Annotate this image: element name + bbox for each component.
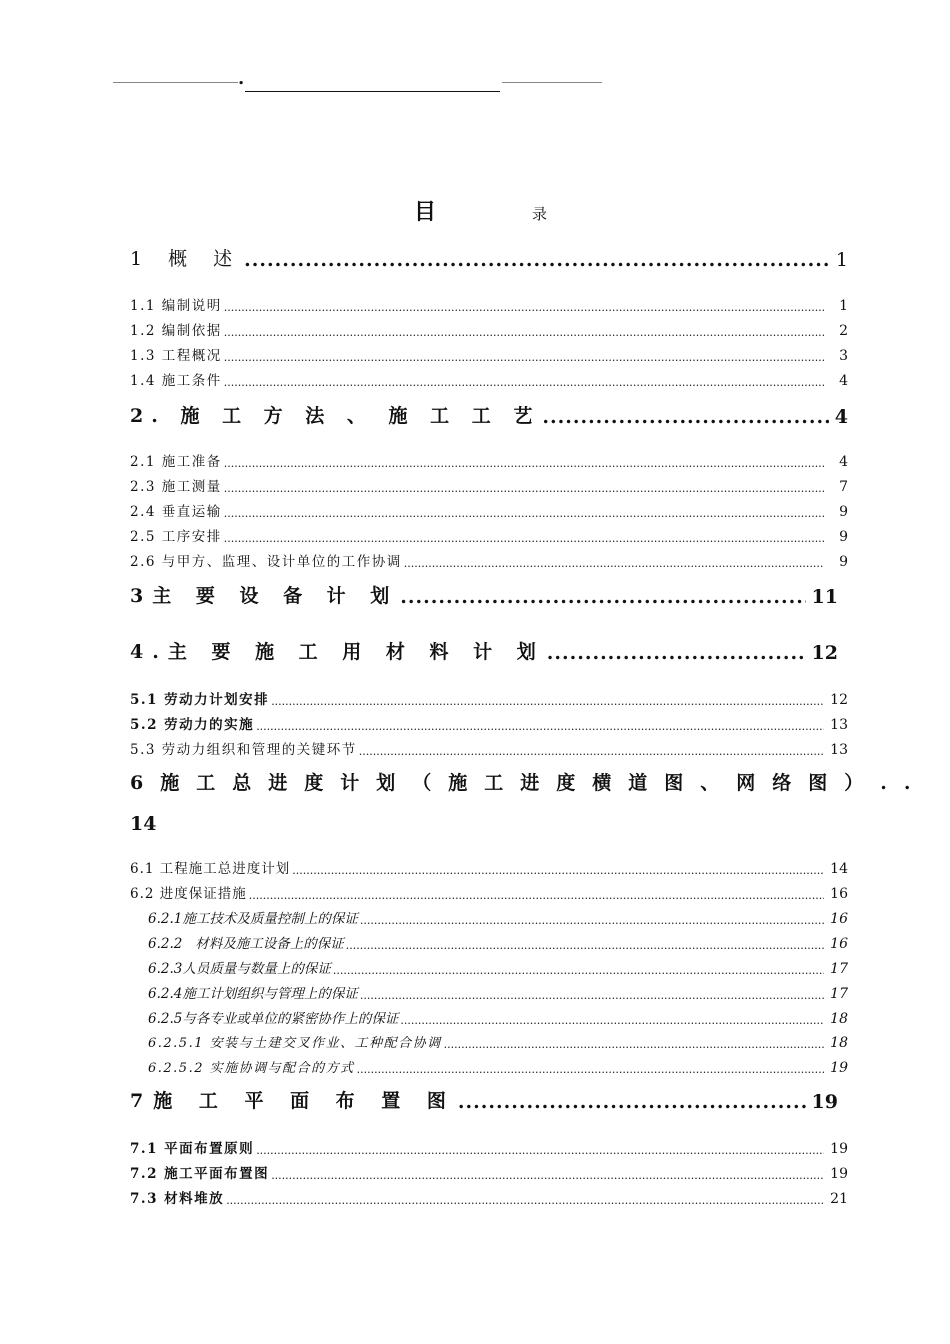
toc-label: 6.2.5.1 安装与土建交叉作业、工种配合协调 bbox=[148, 1036, 442, 1051]
toc-entry-1-1[interactable] bbox=[130, 294, 848, 314]
toc-label: 1.2 编制依据 bbox=[130, 323, 222, 339]
toc-label: 1.4 施工条件 bbox=[130, 373, 222, 389]
toc-label: 6.2.1施工技术及质量控制上的保证 bbox=[148, 911, 358, 927]
toc-page: 19 bbox=[830, 1060, 848, 1076]
toc-page: 19 bbox=[811, 1091, 838, 1113]
toc-entry-1-3[interactable] bbox=[130, 344, 848, 364]
leader-dots bbox=[256, 1144, 824, 1157]
toc-page: 11 bbox=[811, 586, 838, 608]
leader-dots bbox=[359, 745, 824, 758]
toc-label: 4.主 要 施 工 用 材 料 计 划 bbox=[130, 641, 545, 663]
toc-label: 2.5 工序安排 bbox=[130, 529, 222, 545]
leader-dots bbox=[224, 376, 824, 389]
toc-entry-1-2[interactable] bbox=[130, 319, 848, 339]
leader-dots bbox=[357, 1063, 824, 1076]
toc-page: 12 bbox=[811, 642, 838, 664]
header-dot: . bbox=[238, 68, 245, 89]
toc-page: 4 bbox=[834, 406, 848, 428]
toc-label: 5.2 劳动力的实施 bbox=[130, 717, 255, 733]
leader-dots bbox=[542, 406, 828, 428]
leader-dots bbox=[249, 889, 824, 902]
toc-entry-6-2-3[interactable] bbox=[148, 957, 848, 977]
leader-dots bbox=[458, 1091, 806, 1113]
toc-label: 7.3 材料堆放 bbox=[130, 1191, 225, 1207]
toc-label: 2.4 垂直运输 bbox=[130, 504, 222, 520]
leader-dots bbox=[224, 507, 824, 520]
toc-entry-6-2-5-2[interactable] bbox=[148, 1057, 848, 1076]
toc-entry-1-4[interactable] bbox=[130, 369, 848, 389]
toc-entry-2[interactable] bbox=[130, 401, 848, 428]
leader-dots bbox=[360, 989, 824, 1002]
leader-dots bbox=[256, 720, 824, 733]
leader-dots bbox=[400, 586, 805, 608]
toc-page: 14 bbox=[830, 861, 848, 877]
toc-entry-5-2[interactable] bbox=[130, 713, 848, 733]
toc-label: 6.2.2 材料及施工设备上的保证 bbox=[148, 936, 344, 952]
toc-page: 2 bbox=[839, 323, 848, 339]
toc-title-char1: 目 bbox=[414, 199, 437, 225]
toc-label: 5.1 劳动力计划安排 bbox=[130, 692, 270, 708]
leader-dots bbox=[226, 1194, 824, 1207]
toc-page: 1 bbox=[835, 249, 848, 271]
toc-label: 6.2.4施工计划组织与管理上的保证 bbox=[148, 986, 358, 1002]
toc-page: 21 bbox=[830, 1191, 848, 1207]
toc-entry-6-2-5[interactable] bbox=[148, 1007, 848, 1027]
toc-entry-6-2-2[interactable] bbox=[148, 932, 848, 952]
toc-page: 9 bbox=[839, 504, 848, 520]
header-rule-center bbox=[245, 91, 500, 92]
leader-dots bbox=[400, 1014, 824, 1027]
leader-dots bbox=[244, 249, 830, 271]
toc-entry-7-3[interactable] bbox=[130, 1187, 848, 1207]
toc-title-char2: 录 bbox=[532, 205, 548, 223]
toc-entry-2-6[interactable] bbox=[130, 550, 848, 570]
toc-page: 16 bbox=[830, 911, 848, 927]
toc-entry-5-1[interactable] bbox=[130, 688, 848, 708]
toc-page: 12 bbox=[830, 692, 848, 708]
toc-entry-7[interactable] bbox=[130, 1086, 838, 1113]
leader-dots bbox=[444, 1038, 824, 1051]
toc-label: 1.1 编制说明 bbox=[130, 298, 222, 314]
toc-entry-2-1[interactable] bbox=[130, 450, 848, 470]
toc-entry-2-4[interactable] bbox=[130, 500, 848, 520]
header-rule-left bbox=[113, 82, 238, 83]
toc-page: 14 bbox=[130, 813, 157, 835]
toc-label: 2. 施 工 方 法 、 施 工 工 艺 bbox=[130, 405, 541, 427]
leader-dots bbox=[404, 557, 824, 570]
leader-dots bbox=[224, 326, 824, 339]
toc-page: 19 bbox=[830, 1141, 848, 1157]
toc-label: 6.1 工程施工总进度计划 bbox=[130, 861, 291, 877]
leader-dots bbox=[333, 964, 824, 977]
toc-page: 4 bbox=[839, 373, 848, 389]
toc-label: 1 概 述 bbox=[130, 248, 243, 270]
toc-entry-6-1[interactable] bbox=[130, 857, 848, 877]
toc-page: 18 bbox=[830, 1035, 848, 1051]
toc-entry-4[interactable] bbox=[130, 637, 838, 664]
toc-page: 19 bbox=[830, 1166, 848, 1182]
toc-page: 16 bbox=[830, 886, 848, 902]
toc-label: 6.2.3人员质量与数量上的保证 bbox=[148, 961, 331, 977]
toc-entry-6-2[interactable] bbox=[130, 882, 848, 902]
toc-entry-6-2-1[interactable] bbox=[148, 907, 848, 927]
leader-dots bbox=[224, 457, 824, 470]
toc-label: 2.1 施工准备 bbox=[130, 454, 222, 470]
leader-dots bbox=[547, 642, 806, 664]
toc-entry-3[interactable] bbox=[130, 581, 838, 608]
toc-label: 3主 要 设 备 计 划 bbox=[130, 585, 399, 607]
toc-label: 7施 工 平 面 布 置 图 bbox=[130, 1090, 456, 1112]
toc-entry-6-2-4[interactable] bbox=[148, 982, 848, 1002]
toc-entry-6[interactable] bbox=[130, 768, 928, 835]
leader-dots bbox=[292, 864, 824, 877]
toc-label: 6.2.5与各专业或单位的紧密协作上的保证 bbox=[148, 1011, 399, 1027]
leader-dots bbox=[224, 532, 824, 545]
toc-entry-7-2[interactable] bbox=[130, 1162, 848, 1182]
toc-entry-2-5[interactable] bbox=[130, 525, 848, 545]
toc-label: 2.6 与甲方、监理、设计单位的工作协调 bbox=[130, 554, 402, 570]
toc-label: 6施工总进度计划（施工进度横道图、网络图）.. bbox=[130, 772, 928, 794]
toc-page: 13 bbox=[830, 717, 848, 733]
toc-title bbox=[0, 195, 950, 225]
toc-label: 5.3 劳动力组织和管理的关键环节 bbox=[130, 742, 357, 758]
header-rule-right bbox=[502, 82, 602, 83]
toc-label: 2.3 施工测量 bbox=[130, 479, 222, 495]
leader-dots bbox=[360, 914, 824, 927]
leader-dots bbox=[224, 482, 824, 495]
toc-page: 18 bbox=[830, 1011, 848, 1027]
toc-entry-1[interactable] bbox=[130, 244, 848, 271]
toc-page: 17 bbox=[830, 961, 848, 977]
toc-label: 7.1 平面布置原则 bbox=[130, 1141, 255, 1157]
leader-dots bbox=[346, 939, 824, 952]
toc-entry-2-3[interactable] bbox=[130, 475, 848, 495]
toc-entry-5-3[interactable] bbox=[130, 738, 848, 758]
toc-page: 13 bbox=[830, 742, 848, 758]
toc-label: 1.3 工程概况 bbox=[130, 348, 222, 364]
toc-label: 6.2.5.2 实施协调与配合的方式 bbox=[148, 1061, 355, 1076]
toc-page: 1 bbox=[839, 298, 848, 314]
toc-page: 7 bbox=[839, 479, 848, 495]
leader-dots bbox=[224, 301, 824, 314]
toc-page: 9 bbox=[839, 554, 848, 570]
leader-dots bbox=[271, 695, 824, 708]
leader-dots bbox=[271, 1169, 824, 1182]
toc-entry-7-1[interactable] bbox=[130, 1137, 848, 1157]
toc-label: 6.2 进度保证措施 bbox=[130, 886, 247, 902]
toc-label: 7.2 施工平面布置图 bbox=[130, 1166, 270, 1182]
toc-page: 17 bbox=[830, 986, 848, 1002]
toc-entry-6-2-5-1[interactable] bbox=[148, 1032, 848, 1051]
toc-page: 9 bbox=[839, 529, 848, 545]
leader-dots bbox=[224, 351, 824, 364]
toc-page: 4 bbox=[839, 454, 848, 470]
toc-page: 3 bbox=[839, 348, 848, 364]
toc-page: 16 bbox=[830, 936, 848, 952]
